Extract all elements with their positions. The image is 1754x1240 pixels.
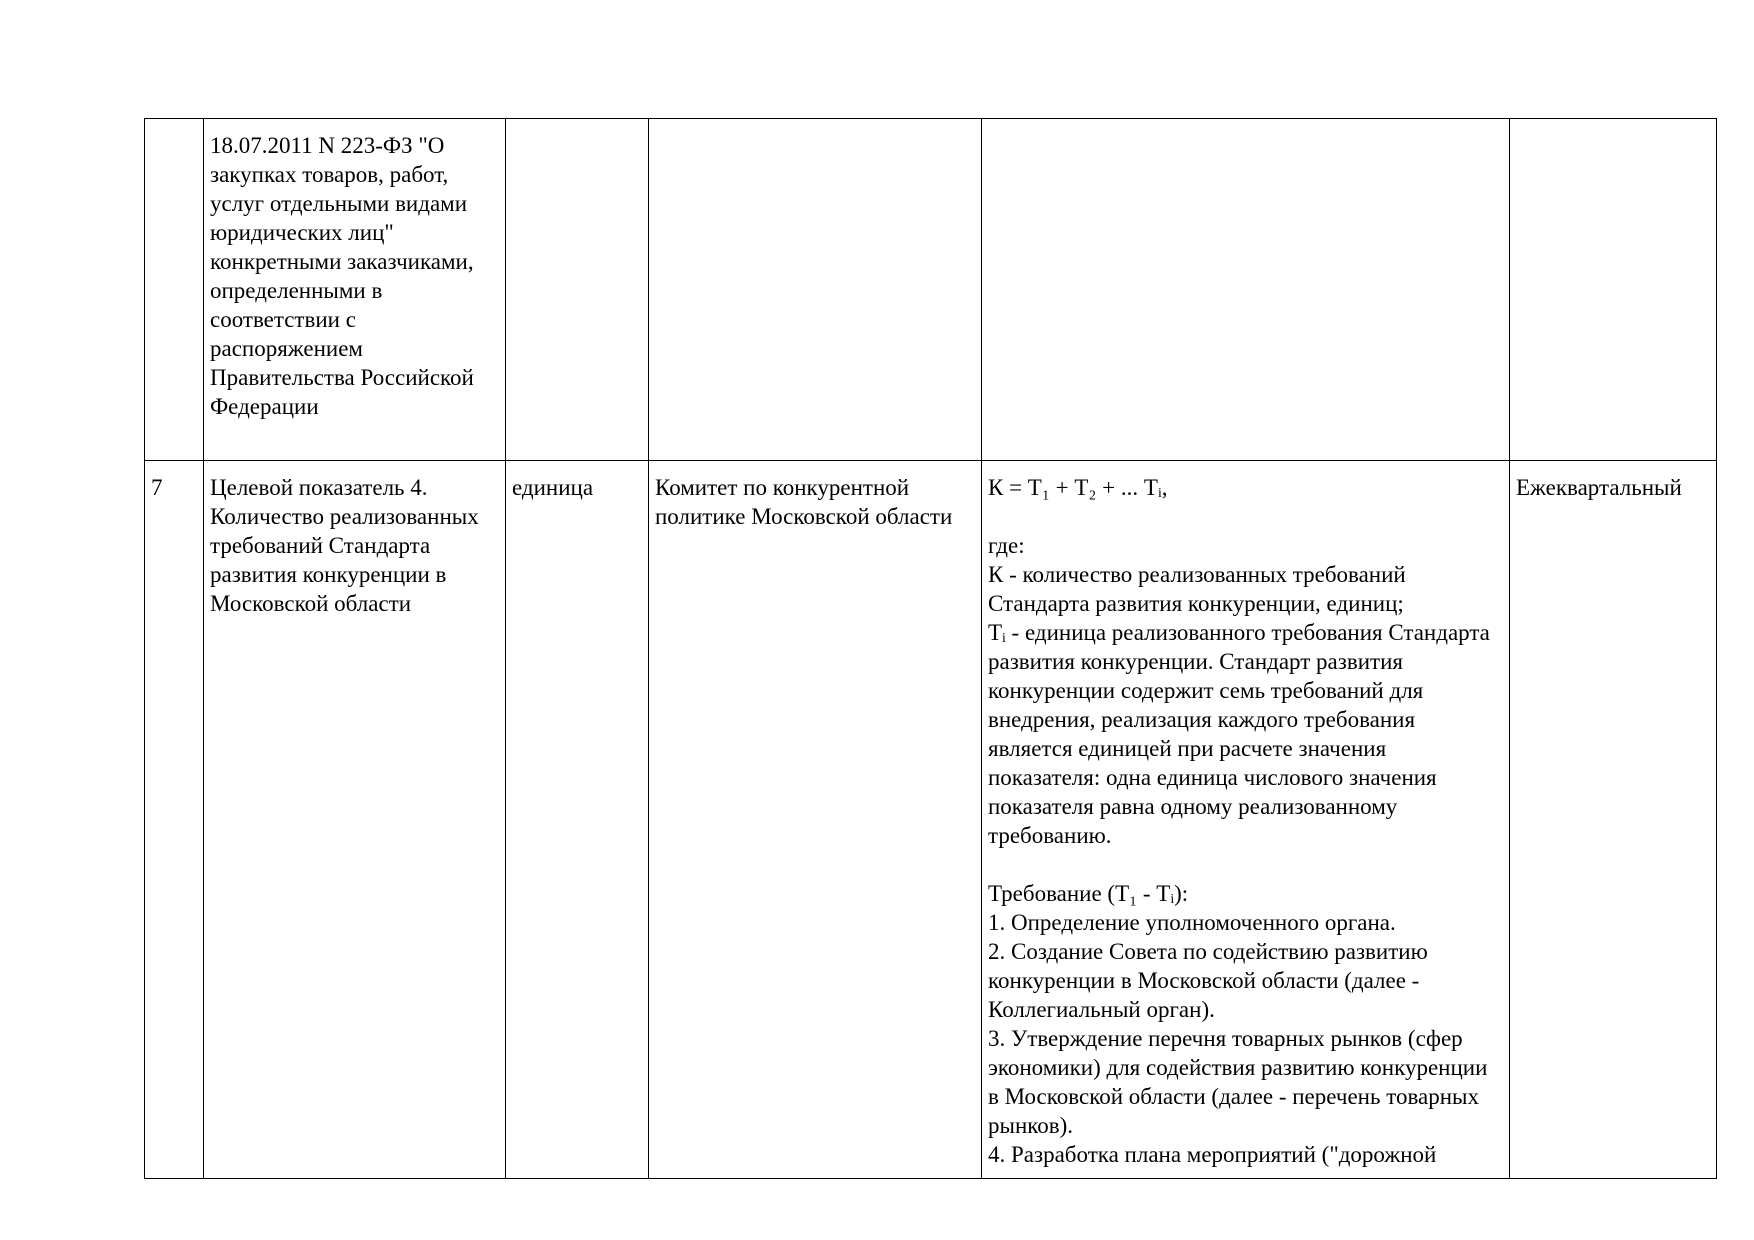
- requirement-4: 4. Разработка плана мероприятий ("дорожной: [988, 1142, 1437, 1167]
- table-row: [145, 461, 1717, 1179]
- row-number-cell: 7: [145, 461, 204, 1179]
- unit-cell: [506, 119, 649, 461]
- responsible-cell: Комитет по конкурентной политике Московской области: [649, 461, 982, 1179]
- unit-cell: единица: [506, 461, 649, 1179]
- indicators-table: [144, 118, 1717, 1179]
- requirement-2: 2. Создание Совета по содействию развитию конкуренции в Московской области (далее - Коллегиальный орган).: [988, 939, 1428, 1022]
- method-cell: [982, 461, 1510, 1179]
- row-number-cell: [145, 119, 204, 461]
- indicator-name-cell: 18.07.2011 N 223-ФЗ "О закупках товаров, работ, услуг отдельными видами юридических лиц" конкретными заказчиками, определенными в соответствии с распоряжением Правительства Российской Федерации: [204, 119, 506, 461]
- requirement-3: 3. Утверждение перечня товарных рынков (сфер экономики) для содействия развитию конкуренции в Московской области (далее - перечень товарных рынков).: [988, 1026, 1488, 1138]
- method-cell: [982, 119, 1510, 461]
- spacer: [988, 502, 1503, 531]
- indicator-name-cell: Целевой показатель 4. Количество реализованных требований Стандарта развития конкуренции в Московской области: [204, 461, 506, 1179]
- period-cell: [1510, 119, 1717, 461]
- responsible-cell: [649, 119, 982, 461]
- requirements-title: Требование (Т₁ - Тᵢ):: [988, 881, 1189, 906]
- period-cell: Ежеквартальный: [1510, 461, 1717, 1179]
- spacer: [988, 850, 1503, 879]
- t-definition: Тᵢ - единица реализованного требования Стандарта развития конкуренции. Стандарт развития конкуренции содержит семь требований для внедрения, реализация каждого требования является единицей при расчете значения показателя: одна единица числового значения показателя равна одному реализованному требованию.: [988, 620, 1490, 848]
- requirement-1: 1. Определение уполномоченного органа.: [988, 910, 1396, 935]
- where-label: где:: [988, 533, 1025, 558]
- formula: К = Т₁ + Т₂ + ... Тᵢ,: [988, 475, 1168, 500]
- table-row: [145, 119, 1717, 461]
- k-definition: К - количество реализованных требований Стандарта развития конкуренции, единиц;: [988, 562, 1406, 616]
